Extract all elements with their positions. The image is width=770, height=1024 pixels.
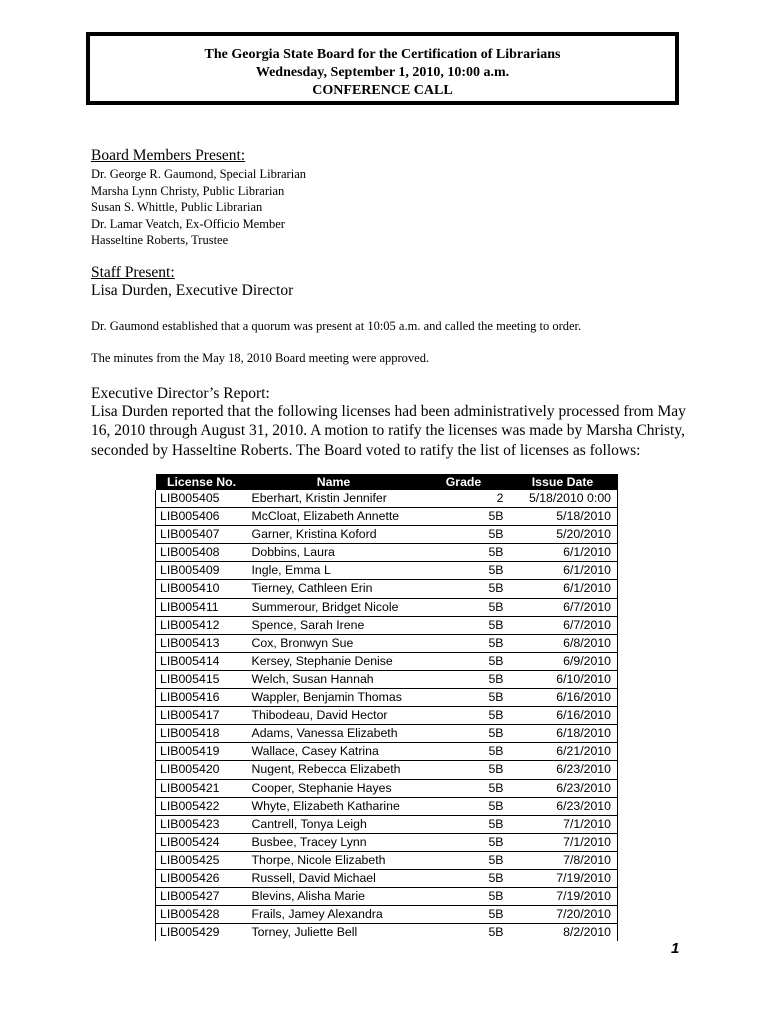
grade-cell: 2 [496,491,504,505]
executive-report-paragraph: Lisa Durden reported that the following licenses had been administratively processed from May 16, 2010 through August 31, 2010. A motion to ratify the licenses was made by Marsha Christy, seconded by Hasseltine Roberts. The Board voted to ratify the list of licenses as follows: [91,403,686,459]
licensee-name-cell: Busbee, Tracey Lynn [251,834,367,849]
issue-date-cell: 6/1/2010 [508,580,618,598]
license-number-cell: LIB005412 [156,616,248,634]
table-row [156,833,618,851]
issue-date-cell: 5/18/2010 0:00 [508,490,618,508]
issue-date-cell: 6/21/2010 [508,743,618,761]
issue-date-cell: 8/2/2010 [508,924,618,942]
licensee-name-cell: Blevins, Alisha Marie [251,889,365,904]
table-row [156,888,618,906]
staff-present-heading: Staff Present: [91,264,175,281]
license-number-cell: LIB005409 [156,562,248,580]
license-number-cell: LIB005426 [156,869,248,887]
license-number-cell: LIB005408 [156,544,248,562]
grade-cell: 5B [488,581,504,596]
grade-cell: 5B [488,635,504,650]
table-row [156,779,618,797]
table-row [156,906,618,924]
licensee-name-cell: Tierney, Cathleen Erin [251,581,373,596]
licensee-name-cell: Wallace, Casey Katrina [251,744,379,759]
issue-date-cell: 6/18/2010 [508,725,618,743]
grade-cell: 5B [488,563,504,578]
issue-date-cell: 7/1/2010 [508,815,618,833]
issue-date-cell: 6/7/2010 [508,598,618,616]
board-members-heading: Board Members Present: [91,147,246,164]
issue-date-cell: 5/20/2010 [508,526,618,544]
license-number-cell: LIB005423 [156,815,248,833]
header-license-no: License No. [156,474,248,490]
license-number-cell: LIB005413 [156,634,248,652]
board-member: Marsha Lynn Christy, Public Librarian [91,183,285,198]
grade-cell: 5B [488,870,504,885]
table-header-row [156,474,618,490]
grade-cell: 5B [488,599,504,614]
table-row [156,544,618,562]
licensee-name-cell: Thorpe, Nicole Elizabeth [251,852,386,867]
issue-date-cell: 6/1/2010 [508,544,618,562]
issue-date-cell: 7/8/2010 [508,851,618,869]
table-row [156,797,618,815]
issue-date-cell: 6/10/2010 [508,670,618,688]
title-line-3: CONFERENCE CALL [312,83,453,98]
license-number-cell: LIB005416 [156,689,248,707]
license-number-cell: LIB005407 [156,526,248,544]
grade-cell: 5B [488,925,504,940]
license-number-cell: LIB005419 [156,743,248,761]
issue-date-cell: 6/23/2010 [508,761,618,779]
minutes-paragraph: The minutes from the May 18, 2010 Board meeting were approved. [91,351,430,365]
licensee-name-cell: Whyte, Elizabeth Katharine [251,798,400,813]
licensee-name-cell: Kersey, Stephanie Denise [251,653,393,668]
grade-cell: 5B [488,798,504,813]
license-number-cell: LIB005418 [156,725,248,743]
licensee-name-cell: Thibodeau, David Hector [251,708,388,723]
licensee-name-cell: Russell, David Michael [251,870,376,885]
issue-date-cell: 6/1/2010 [508,562,618,580]
board-member: Dr. Lamar Veatch, Ex-Officio Member [91,216,285,231]
licensee-name-cell: Dobbins, Laura [251,545,335,560]
licensee-name-cell: Wappler, Benjamin Thomas [251,690,402,705]
license-number-cell: LIB005428 [156,906,248,924]
table-row [156,526,618,544]
licensee-name-cell: Cantrell, Tonya Leigh [251,816,367,831]
license-table-body [156,490,618,941]
issue-date-cell: 6/16/2010 [508,689,618,707]
licensee-name-cell: Summerour, Bridget Nicole [251,599,399,614]
table-row [156,652,618,670]
licensee-name-cell: McCloat, Elizabeth Annette [251,509,400,524]
grade-cell: 5B [488,780,504,795]
grade-cell: 5B [488,617,504,632]
board-member: Susan S. Whittle, Public Librarian [91,200,263,215]
table-row [156,743,618,761]
page-number: 1 [671,940,680,957]
license-table [155,474,618,941]
grade-cell: 5B [488,762,504,777]
title-line-2: Wednesday, September 1, 2010, 10:00 a.m. [255,65,510,80]
licensee-name-cell: Garner, Kristina Koford [251,527,377,542]
table-row [156,924,618,942]
grade-cell: 5B [488,726,504,741]
grade-cell: 5B [488,744,504,759]
grade-cell: 5B [488,527,504,542]
issue-date-cell: 7/19/2010 [508,888,618,906]
header-grade: Grade [420,474,508,490]
licensee-name-cell: Cox, Bronwyn Sue [251,635,354,650]
grade-cell: 5B [488,545,504,560]
licensee-name-cell: Ingle, Emma L [251,563,331,578]
license-number-cell: LIB005411 [156,598,248,616]
executive-report-heading: Executive Director’s Report: [91,385,270,402]
grade-cell: 5B [488,509,504,524]
table-row [156,869,618,887]
board-members-list [91,166,306,249]
grade-cell: 5B [488,671,504,686]
table-row [156,851,618,869]
header-issue-date: Issue Date [508,474,618,490]
table-row [156,490,618,508]
issue-date-cell: 6/23/2010 [508,797,618,815]
license-number-cell: LIB005424 [156,833,248,851]
table-row [156,634,618,652]
table-row [156,598,618,616]
license-number-cell: LIB005405 [156,490,248,508]
licensee-name-cell: Cooper, Stephanie Hayes [251,780,392,795]
licensee-name-cell: Adams, Vanessa Elizabeth [251,726,398,741]
license-number-cell: LIB005415 [156,670,248,688]
license-number-cell: LIB005425 [156,851,248,869]
title-box [86,32,679,105]
licensee-name-cell: Spence, Sarah Irene [251,617,365,632]
table-row [156,616,618,634]
table-row [156,725,618,743]
license-number-cell: LIB005422 [156,797,248,815]
header-name: Name [248,474,420,490]
license-number-cell: LIB005414 [156,652,248,670]
grade-cell: 5B [488,907,504,922]
issue-date-cell: 6/7/2010 [508,616,618,634]
board-member: Hasseltine Roberts, Trustee [91,233,229,248]
quorum-paragraph: Dr. Gaumond established that a quorum was present at 10:05 a.m. and called the meeting to order. [91,319,582,333]
grade-cell: 5B [488,889,504,904]
grade-cell: 5B [488,816,504,831]
licensee-name-cell: Frails, Jamey Alexandra [251,907,383,922]
licensee-name-cell: Nugent, Rebecca Elizabeth [251,762,401,777]
issue-date-cell: 6/23/2010 [508,779,618,797]
license-number-cell: LIB005429 [156,924,248,942]
licensee-name-cell: Eberhart, Kristin Jennifer [251,491,387,505]
license-number-cell: LIB005420 [156,761,248,779]
board-member: Dr. George R. Gaumond, Special Librarian [91,167,306,181]
license-number-cell: LIB005417 [156,707,248,725]
staff-member: Lisa Durden, Executive Director [91,282,294,299]
licensee-name-cell: Welch, Susan Hannah [251,671,374,686]
licensee-name-cell: Torney, Juliette Bell [251,925,358,940]
issue-date-cell: 6/8/2010 [508,634,618,652]
grade-cell: 5B [488,653,504,668]
license-number-cell: LIB005406 [156,508,248,526]
table-row [156,707,618,725]
table-row [156,508,618,526]
license-number-cell: LIB005410 [156,580,248,598]
grade-cell: 5B [488,852,504,867]
table-row [156,580,618,598]
grade-cell: 5B [488,690,504,705]
table-row [156,670,618,688]
issue-date-cell: 7/20/2010 [508,906,618,924]
table-row [156,689,618,707]
license-number-cell: LIB005427 [156,888,248,906]
issue-date-cell: 7/1/2010 [508,833,618,851]
issue-date-cell: 7/19/2010 [508,869,618,887]
table-row [156,815,618,833]
grade-cell: 5B [488,708,504,723]
license-number-cell: LIB005421 [156,779,248,797]
issue-date-cell: 6/16/2010 [508,707,618,725]
table-row [156,761,618,779]
grade-cell: 5B [488,834,504,849]
issue-date-cell: 5/18/2010 [508,508,618,526]
title-line-1: The Georgia State Board for the Certification of Librarians [204,47,561,62]
table-row [156,562,618,580]
issue-date-cell: 6/9/2010 [508,652,618,670]
